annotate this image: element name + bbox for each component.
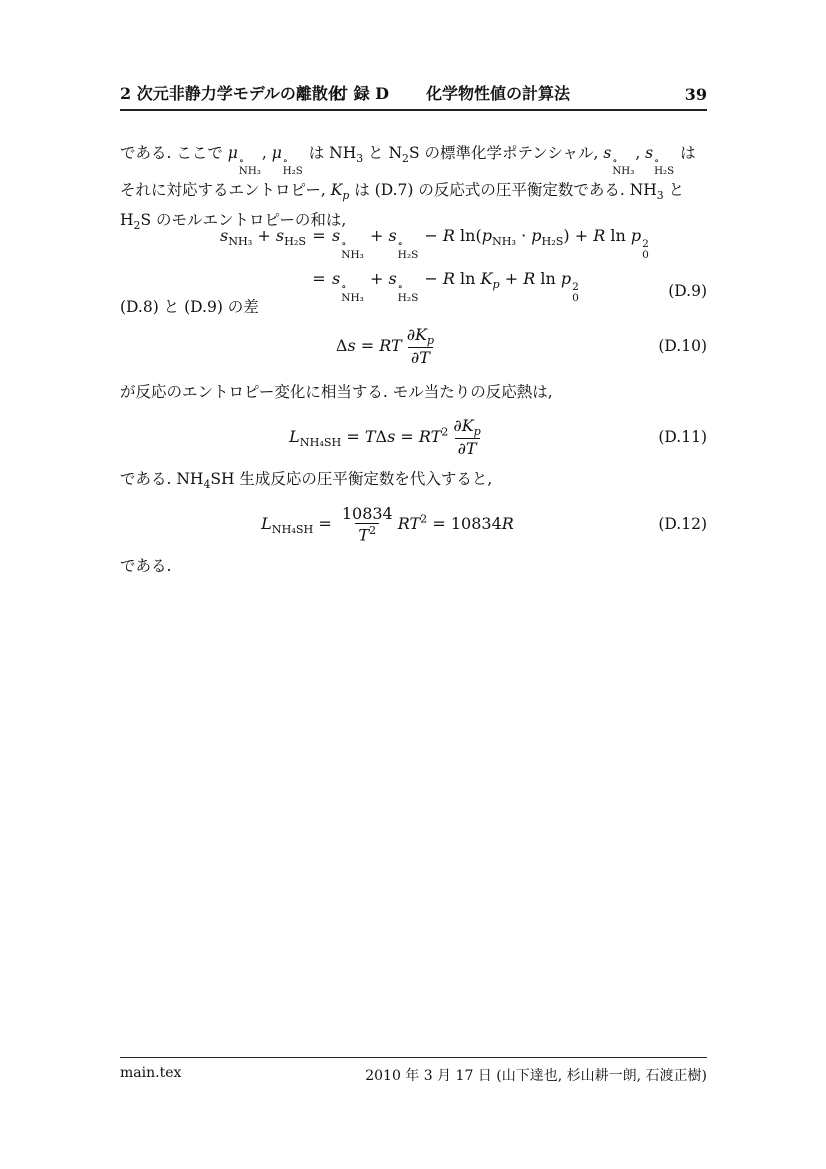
page-header bbox=[120, 83, 707, 111]
footer-filename: main.tex bbox=[120, 1065, 182, 1081]
footer-date-authors: 2010 年 3 月 17 日 (山下達也, 杉山耕一朗, 石渡正樹) bbox=[365, 1068, 707, 1084]
page-number: 39 bbox=[684, 85, 707, 104]
appendix-title: 化学物性値の計算法 bbox=[426, 84, 571, 103]
equation-d11 bbox=[120, 411, 707, 463]
eq-d11-body: $L_{NH_4SH} = T\Delta s = RT^2$ $\frac{\partial K_p}{\partial T}$ bbox=[289, 415, 481, 459]
equation-d9-align bbox=[120, 226, 707, 304]
paragraph-difference: (D.8) と (D.9) の差 bbox=[120, 298, 259, 316]
eq-d9-label: (D.9) bbox=[668, 281, 707, 300]
equation-d10 bbox=[120, 320, 707, 372]
paragraph-entropy-change: が反応のエントロピー変化に相当する. モル当たりの反応熱は, bbox=[120, 383, 553, 401]
paragraph-closing: である. bbox=[120, 557, 172, 575]
eq-d11-label: (D.11) bbox=[658, 428, 707, 446]
eq-d9-rhs-line1: s ∘ NH₃ + s ∘ H₂S − R $\ln(p_{NH_3} \cdot p_{H_2S}) + R$ ln p 2 0 bbox=[332, 226, 649, 261]
equation-d12 bbox=[120, 497, 707, 551]
eq-d10-label: (D.10) bbox=[658, 337, 707, 355]
eq-d10-body: Δs = RT $\frac{\partial K_p}{\partial T}$ bbox=[335, 324, 435, 368]
paragraph-substitution: である. $NH_4SH$ 生成反応の圧平衡定数を代入すると, bbox=[120, 470, 493, 492]
page-footer bbox=[120, 1057, 707, 1085]
appendix-label: 付 録 D bbox=[332, 84, 390, 103]
eq-d9-equals-1: = bbox=[312, 226, 326, 245]
paragraph-intro: である. ここで μ ∘ NH₃ , μ ∘ H₂S は $NH_3$ と $N_2S$ の標準化学ポテンシャル, s ∘ NH₃ , s ∘ H₂S は それに対応するエントロピー, $K_p$ は (D.7) の反応式の圧平衡定数である. $NH_3$ と $H_2S$ のモルエントロピーの和は, bbox=[120, 144, 696, 233]
running-head-left: 2 次元非静力学モデルの離散化 bbox=[120, 84, 344, 103]
eq-d12-label: (D.12) bbox=[658, 515, 707, 533]
equation-d9 bbox=[120, 226, 707, 304]
eq-d9-lhs: $s_{NH_3} + s_{H_2S}$ bbox=[220, 226, 306, 249]
eq-d9-rhs-line2: s ∘ NH₃ + s ∘ H₂S − R $\ln K_p + R$ ln p 2 0 bbox=[332, 268, 579, 304]
eq-d9-equals-2: = bbox=[312, 268, 326, 288]
eq-d12-body: $L_{NH_4SH}$ = $\frac{10834}{T^2}$ $RT^2 = 10834R$ bbox=[261, 503, 514, 545]
